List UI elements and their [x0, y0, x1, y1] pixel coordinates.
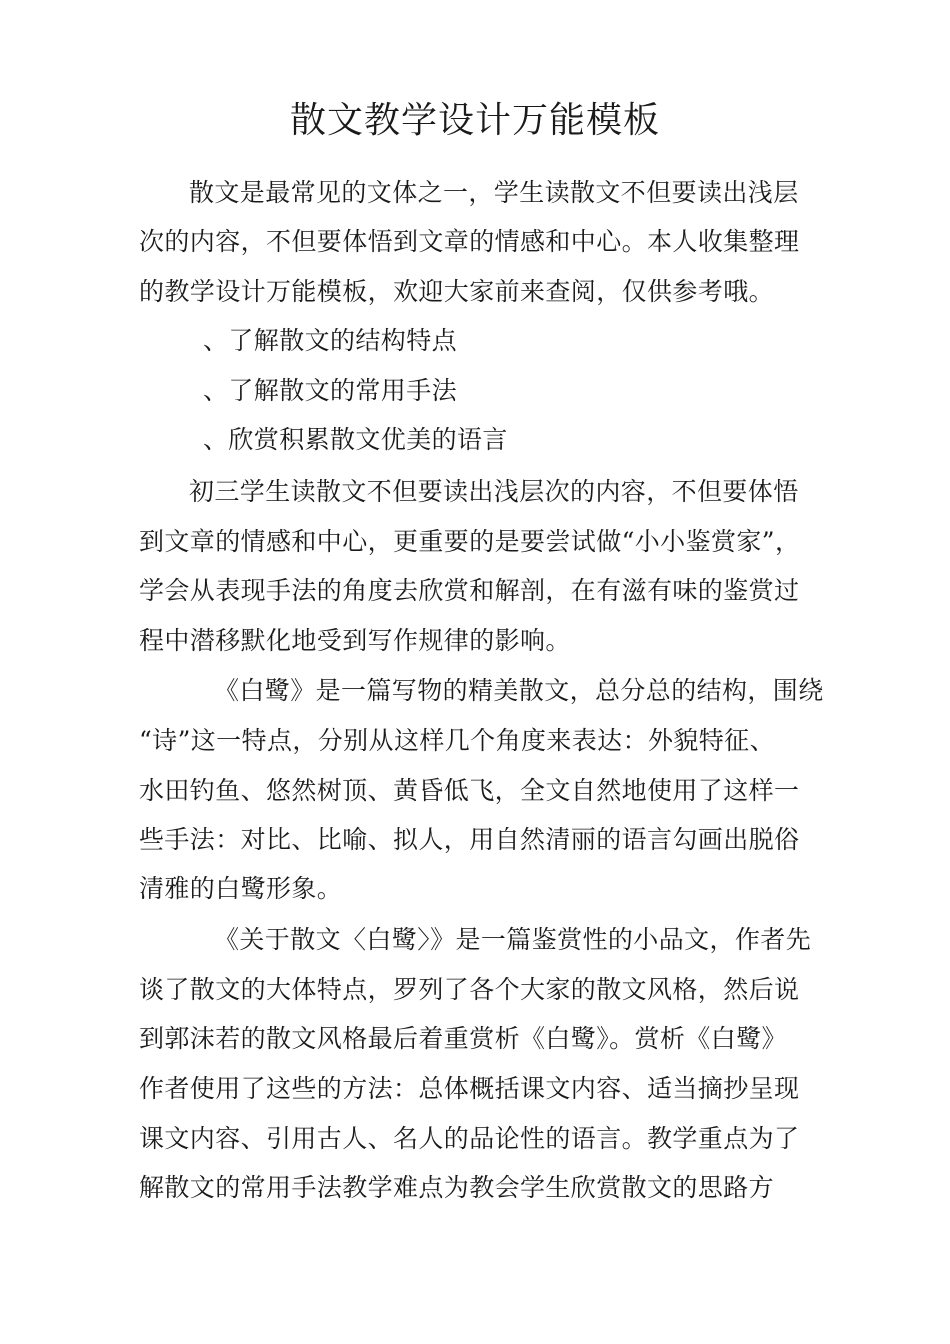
paragraph-3-line-4: 些手法：对比、比喻、拟人，用自然清丽的语言勾画出脱俗 [139, 825, 800, 854]
paragraph-2-line-1: 初三学生读散文不但要读出浅层次的内容，不但要体悟 [189, 477, 799, 506]
objective-2: 、了解散文的常用手法 [203, 376, 458, 405]
paragraph-3-line-3: 水田钓鱼、悠然树顶、黄昏低飞，全文自然地使用了这样一 [139, 776, 800, 805]
objective-3: 、欣赏积累散文优美的语言 [203, 425, 508, 454]
paragraph-2-line-4: 程中潜移默化地受到写作规律的影响。 [139, 626, 571, 655]
paragraph-2-line-2: 到文章的情感和中心，更重要的是要尝试做“小小鉴赏家”， [139, 527, 801, 556]
paragraph-1-line-3: 的教学设计万能模板，欢迎大家前来查阅，仅供参考哦。 [139, 277, 775, 306]
paragraph-2-line-3: 学会从表现手法的角度去欣赏和解剖，在有滋有味的鉴赏过 [139, 576, 800, 605]
paragraph-4-line-2: 谈了散文的大体特点，罗列了各个大家的散文风格，然后说 [139, 975, 800, 1004]
paragraph-3-line-2: “诗”这一特点，分别从这样几个角度来表达：外貌特征、 [139, 726, 775, 755]
paragraph-4-line-5: 课文内容、引用古人、名人的品论性的语言。教学重点为了 [139, 1124, 800, 1153]
paragraph-3-line-1: 《白鹭》是一篇写物的精美散文，总分总的结构，围绕 [214, 676, 824, 705]
objective-1: 、了解散文的结构特点 [203, 326, 458, 355]
paragraph-4-line-6: 解散文的常用手法教学难点为教会学生欣赏散文的思路方 [139, 1173, 775, 1202]
paragraph-4-line-4: 作者使用了这些的方法：总体概括课文内容、适当摘抄呈现 [139, 1074, 800, 1103]
paragraph-4-line-3: 到郭沫若的散文风格最后着重赏析《白鹭》。赏析《白鹭》 [139, 1024, 787, 1053]
paragraph-1-line-2: 次的内容，不但要体悟到文章的情感和中心。本人收集整理 [139, 227, 800, 256]
paragraph-1-line-1: 散文是最常见的文体之一，学生读散文不但要读出浅层 [189, 178, 799, 207]
paragraph-3-line-5: 清雅的白鹭形象。 [139, 874, 343, 903]
paragraph-4-line-1: 《关于散文〈白鹭〉》是一篇鉴赏性的小品文，作者先 [214, 925, 812, 954]
document-title: 散文教学设计万能模板 [289, 100, 660, 141]
